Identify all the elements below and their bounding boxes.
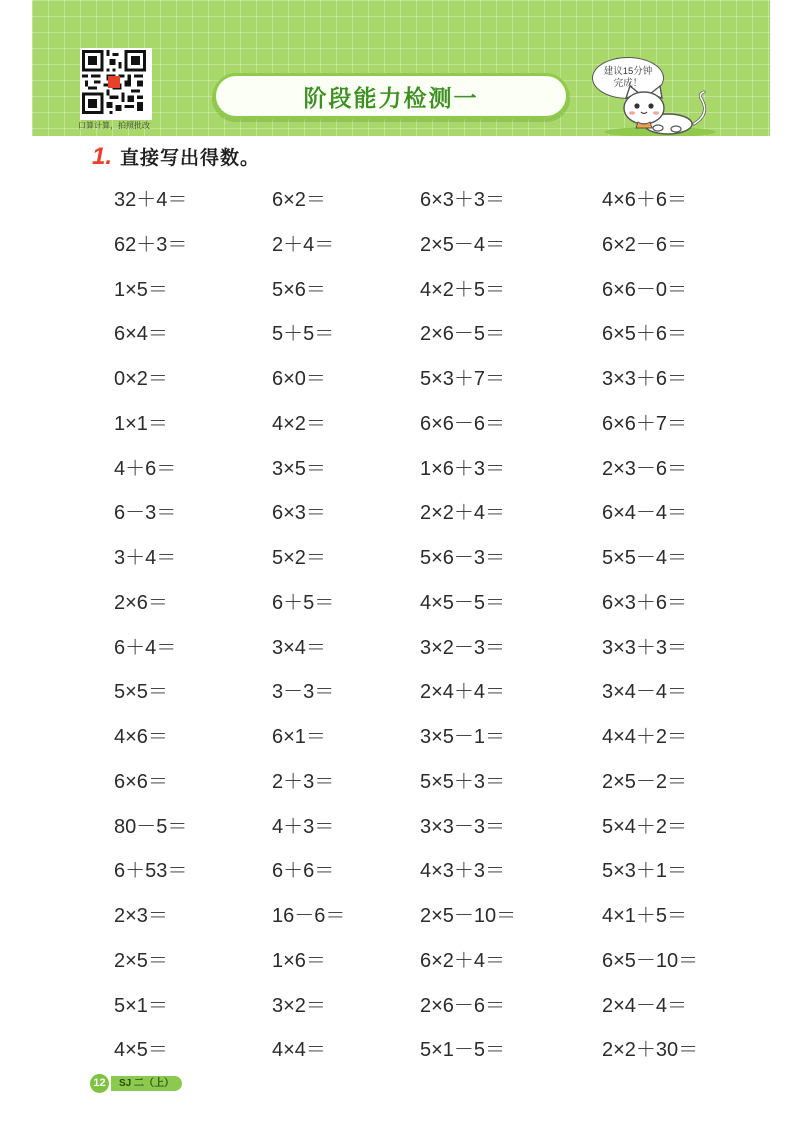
problem-item: 3×3－3＝ [420,815,506,838]
problem-item: 2×5－10＝ [420,905,517,927]
problem-item: 3×2＝ [272,994,326,1017]
problem-item: 2×3＝ [114,905,168,927]
problem-item: 6×6－6＝ [420,412,506,435]
problem-item: 1×1＝ [114,412,168,435]
problem-item: 3－3＝ [272,681,335,704]
problem-item: 2×4－4＝ [602,994,688,1017]
problem-item: 32＋4＝ [114,189,188,211]
problem-item: 2＋3＝ [272,770,335,793]
problem-item: 2×4＋4＝ [420,681,506,704]
problem-item: 3×3＋3＝ [602,636,688,659]
problem-item: 2×6－5＝ [420,323,506,346]
page-number: 12 [90,1074,109,1093]
problem-item: 6×4－4＝ [602,502,688,525]
problem-item: 2×2＋30＝ [602,1039,699,1062]
problem-item: 4×6＝ [114,726,168,748]
problem-item: 6×4＝ [114,323,168,346]
problem-item: 2×6－6＝ [420,994,506,1017]
problem-item: 2×5－4＝ [420,233,506,256]
problem-item: 4×1＋5＝ [602,905,688,927]
problem-item: 16－6＝ [272,905,346,927]
problem-item: 6＋4＝ [114,636,177,659]
problem-item: 5×3＋7＝ [420,368,506,390]
problem-item: 6×0＝ [272,368,326,390]
page-footer [90,1073,182,1093]
cat-icon [598,84,718,141]
problem-item: 6×2＝ [272,189,326,211]
problem-item: 80－5＝ [114,815,188,838]
problem-item: 4×3＋3＝ [420,860,506,883]
problem-item: 1×5＝ [114,278,168,301]
problem-item: 6＋6＝ [272,860,335,883]
section-instruction: 直接写出得数。 [120,148,261,169]
problem-item: 6×3＋3＝ [420,189,506,211]
problem-item: 1×6＋3＝ [420,457,506,480]
problem-item: 2×3－6＝ [602,457,688,480]
problem-item: 3×4－4＝ [602,681,688,704]
problem-item: 4×2＋5＝ [420,278,506,301]
problem-item: 4×4＋2＝ [602,726,688,748]
problem-item: 5×5＋3＝ [420,770,506,793]
section-heading [92,143,260,173]
problem-item: 4＋3＝ [272,815,335,838]
qr-caption: 口算计算，拍照批改 [78,121,150,130]
problem-item: 4×5＝ [114,1039,168,1062]
book-tag: SJ 二（上） [111,1076,182,1091]
problem-item: 4×4＝ [272,1039,326,1062]
problem-item: 3＋4＝ [114,547,177,569]
problem-item: 6×3＋6＝ [602,591,688,614]
problem-item: 4×2＝ [272,412,326,435]
page-title: 阶段能力检测一 [303,84,479,111]
problem-item: 6＋5＝ [272,591,335,614]
problem-item: 5×5－4＝ [602,547,688,569]
problem-item: 3×4＝ [272,636,326,659]
problem-item: 5×4＋2＝ [602,815,688,838]
problem-item: 5×1－5＝ [420,1039,506,1062]
problem-item: 3×2－3＝ [420,636,506,659]
problem-item: 3×5＝ [272,457,326,480]
problem-item: 6－3＝ [114,502,177,525]
problem-item: 6×6＝ [114,770,168,793]
problem-item: 5×2＝ [272,547,326,569]
bubble-line-1: 建议15分钟 [603,66,653,77]
problem-item: 6×6＋7＝ [602,412,688,435]
problem-item: 0×2＝ [114,368,168,390]
bubble-line-2: 完成！ [613,78,643,89]
problem-grid [114,186,752,1081]
problem-item: 6×5＋6＝ [602,323,688,346]
problem-item: 2＋4＝ [272,233,335,256]
problem-item: 4＋6＝ [114,457,177,480]
problem-item: 6×5－10＝ [602,949,699,972]
problem-item: 5＋5＝ [272,323,335,346]
problem-item: 3×5－1＝ [420,726,506,748]
section-number: 1. [92,143,113,170]
problem-item: 5×3＋1＝ [602,860,688,883]
problem-item: 6×6－0＝ [602,278,688,301]
problem-item: 3×3＋6＝ [602,368,688,390]
title-banner [216,76,566,116]
problem-item: 6×2－6＝ [602,233,688,256]
problem-item: 6＋53＝ [114,860,188,883]
problem-item: 6×2＋4＝ [420,949,506,972]
problem-item: 5×5＝ [114,681,168,704]
problem-item: 2×6＝ [114,591,168,614]
problem-item: 1×6＝ [272,949,326,972]
problem-item: 5×6－3＝ [420,547,506,569]
problem-item: 5×1＝ [114,994,168,1017]
problem-item: 62＋3＝ [114,233,188,256]
problem-item: 2×2＋4＝ [420,502,506,525]
qr-code-icon[interactable] [80,48,152,120]
problem-item: 6×3＝ [272,502,326,525]
problem-item: 2×5＝ [114,949,168,972]
problem-item: 5×6＝ [272,278,326,301]
problem-item: 4×6＋6＝ [602,189,688,211]
problem-item: 2×5－2＝ [602,770,688,793]
problem-item: 4×5－5＝ [420,591,506,614]
problem-item: 6×1＝ [272,726,326,748]
